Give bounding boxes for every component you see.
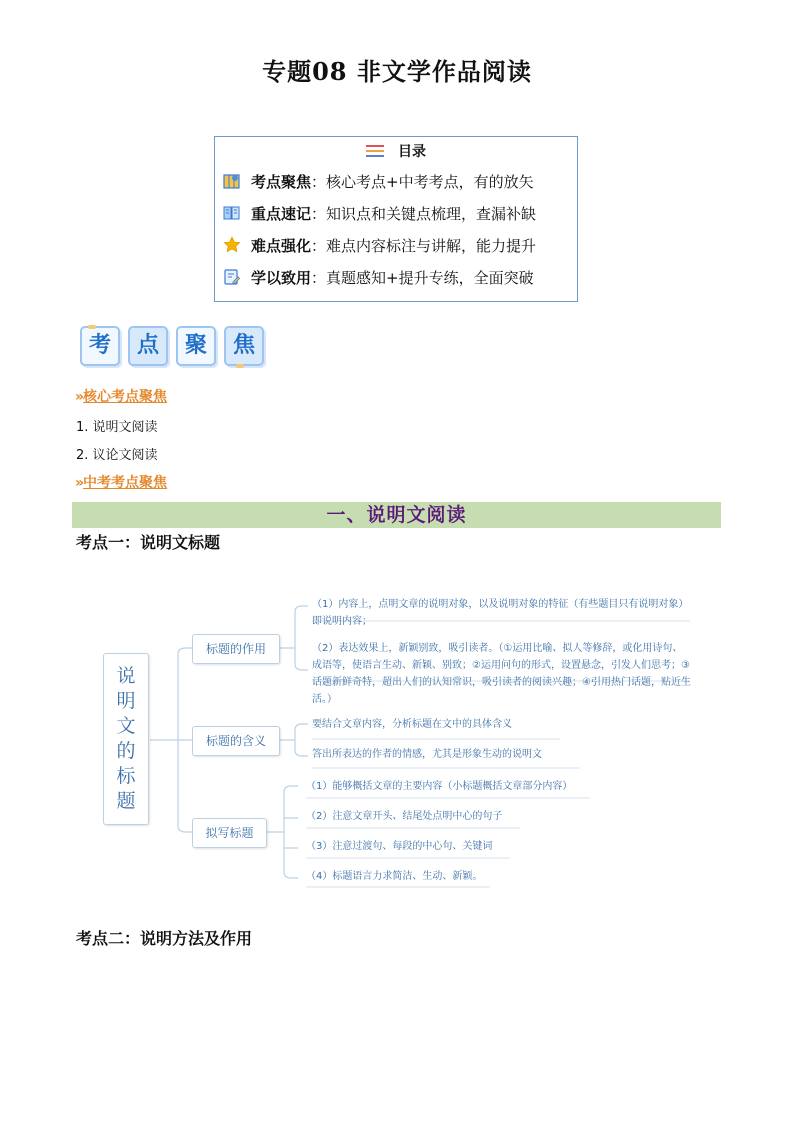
- banner-tile-char: 点: [136, 333, 159, 358]
- banner-tile-char: 聚: [184, 333, 207, 358]
- mindmap-leaf: （3）注意过渡句、每段的中心句、关键词: [306, 841, 493, 852]
- toc-item-label: 考点聚焦: [251, 173, 312, 191]
- mindmap-leaf: （2）注意文章开头、结尾处点明中心的句子: [306, 811, 503, 822]
- banner-tile-char: 焦: [232, 333, 255, 358]
- kaodian-2-title: 考点二：说明方法及作用: [76, 929, 253, 948]
- mindmap-branch: 标题的作用: [192, 634, 280, 664]
- toc-item-label: 学以致用: [251, 269, 312, 287]
- toc-heading-text: 目录: [398, 144, 426, 160]
- mindmap-root-text: 说明文的标题: [116, 665, 136, 812]
- section-band-title: 一、说明文阅读: [72, 502, 721, 528]
- mindmap-branch: 拟写标题: [192, 818, 267, 848]
- double-chevron-icon: »: [75, 475, 82, 491]
- list-item: 1. 说明文阅读: [76, 420, 158, 435]
- toc-item-label: 重点速记: [251, 205, 312, 223]
- toc-item-desc: ：核心考点+中考考点，有的放矢: [311, 173, 534, 191]
- mindmap-leaf: 要结合文章内容，分析标题在文中的具体含义: [312, 719, 512, 730]
- kaodian-1-title: 考点一：说明文标题: [76, 533, 221, 552]
- list-item: 2. 议论文阅读: [76, 448, 158, 463]
- mindmap-leaf: （1）能够概括文章的主要内容（小标题概括文章部分内容）: [306, 781, 573, 792]
- banner-tile-char: 考: [88, 333, 111, 358]
- toc-item-label: 难点强化: [251, 237, 312, 255]
- mindmap-leaf: 答出所表达的作者的情感，尤其是形象生动的说明文: [312, 749, 542, 760]
- core-points-heading-text: 核心考点聚焦: [83, 389, 168, 405]
- mindmap-leaf: （1）内容上，点明文章的说明对象，以及说明对象的特征（有些题目只有说明对象）即说明内容；: [312, 599, 689, 627]
- mindmap-leaf: （4）标题语言力求简洁、生动、新颖。: [306, 871, 483, 882]
- page-title: 专题08 非文学作品阅读: [262, 57, 532, 86]
- mindmap-branch: 标题的含义: [192, 726, 280, 756]
- toc-item-desc: ：真题感知+提升专练，全面突破: [311, 269, 534, 287]
- mindmap-root: [103, 653, 149, 825]
- toc-item-desc: ：难点内容标注与讲解，能力提升: [311, 237, 537, 255]
- double-chevron-icon: »: [75, 389, 82, 405]
- exam-points-heading-text: 中考考点聚焦: [83, 475, 168, 491]
- mindmap-leaf: （2）表达效果上，新颖别致，吸引读者。（①运用比喻、拟人等修辞，或化用诗句、成语等，使语言生动、新颖、别致；②运用问句的形式，设置悬念，引发人们思考；③话题新鲜奇特，超出人们的认知常识，吸引读者的阅读兴趣；④引用热门话题，贴近生活。）: [312, 643, 691, 705]
- toc-item-desc: ：知识点和关键点梳理，查漏补缺: [311, 205, 537, 223]
